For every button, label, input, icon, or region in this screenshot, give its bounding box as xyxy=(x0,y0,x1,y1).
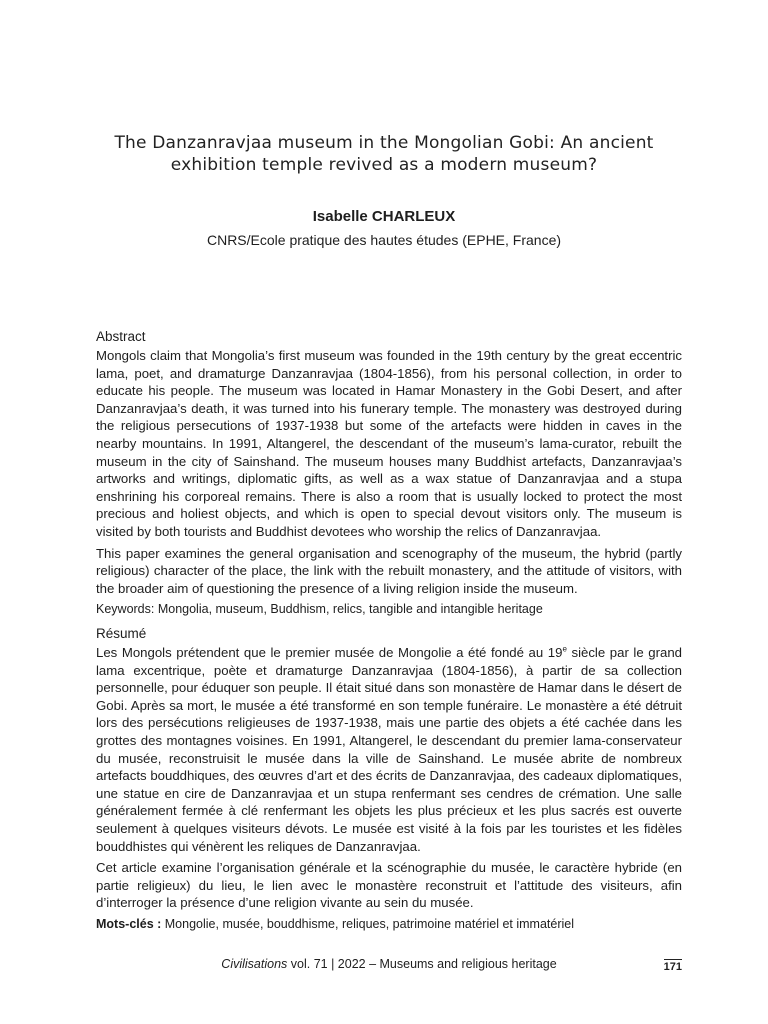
title-line-2: exhibition temple revived as a modern museum? xyxy=(170,155,598,175)
abstract-paragraph-2: This paper examines the general organisation and scenography of the museum, the hybrid (partly religious) character of the place, the link with the rebuilt monastery, and the attitude of visitors, with the broader aim of questioning the presence of a living religion inside the museum. xyxy=(96,545,682,596)
resume-heading: Résumé xyxy=(96,626,147,641)
author-affiliation: CNRS/Ecole pratique des hautes études (EPHE, France) xyxy=(206,232,562,248)
author-name: Isabelle CHARLEUX xyxy=(312,208,456,225)
mots-cles-label: Mots-clés : xyxy=(96,916,162,931)
title-line-1: The Danzanravjaa museum in the Mongolian Gobi: An ancient xyxy=(114,133,654,153)
resume-paragraph-2: Cet article examine l’organisation générale et la scénographie du musée, le caractère hybride (en partie religieux) du lieu, le lien avec le monastère reconstruit et l’attitude des visiteurs, afin d’interroger la présence d’une religion vivante au sein du musée. xyxy=(96,860,682,911)
resume-paragraph-1 xyxy=(96,644,682,855)
keywords-label: Keywords xyxy=(96,602,151,617)
abstract-heading: Abstract xyxy=(96,329,146,344)
abstract-keywords xyxy=(96,601,682,618)
page-footer xyxy=(96,955,682,975)
resume-p1-rest: siècle par le grand lama excentrique, poète et dramaturge Danzanravjaa (1804-1856), à partir de sa collection personnelle, pour éduquer son peuple. Il était situé dans son monastère de Hamar dans le désert de Gobi. Après sa mort, le musée a été transformé en son temple funéraire. Le monastère a été détruit lors des persécutions religieuses de 1937-1938, mais une partie des objets a été cachée dans les grottes des montagnes voisines. En 1991, Altangerel, le descendant du premier lama-conservateur du musée, reconstruisit le musée dans la ville de Sainshand. Le musée abrite de nombreux artefacts bouddhiques, des œuvres d’art et des écrits de Danzanravjaa, des cadeaux diplomatiques, une statue en cire de Danzanravjaa et un stupa renfermant ses cendres de crémation. Une salle généralement fermée à clé renfermant les objets les plus précieux et les plus sacrés est ouverte seulement à quelques visiteurs dévots. Le musée est visité à la fois par les touristes et les fidèles bouddhistes qui vénèrent les reliques de Danzanravjaa. xyxy=(96,645,682,854)
abstract-section xyxy=(96,328,682,618)
keywords-list: : Mongolia, museum, Buddhism, relics, tangible and intangible heritage xyxy=(150,602,543,617)
century-superscript: e xyxy=(562,644,567,654)
resume-section xyxy=(96,625,682,933)
paper-title xyxy=(80,132,688,176)
mots-cles-list: Mongolie, musée, bouddhisme, reliques, patrimoine matériel et immatériel xyxy=(161,916,574,931)
abstract-paragraph-1: Mongols claim that Mongolia’s first museum was founded in the 19th century by the great eccentric lama, poet, and dramaturge Danzanravjaa (1804-1856), from his personal collection, in order to educate his people. The museum was located in Hamar Monastery in the Gobi Desert, and after Danzanravjaa’s death, it was turned into his funerary temple. The monastery was destroyed during the religious persecutions of 1937-1938 but some of the artefacts were hidden in caves in the nearby mountains. In 1991, Altangerel, the descendant of the museum’s lama-curator, rebuilt the museum in the city of Sainshand. The museum houses many Buddhist artefacts, Danzanravjaa’s artworks and writings, diplomatic gifts, as well as a wax statue of Danzanravjaa and a stupa enshrining his corporeal remains. There is also a room that is usually locked to protect the most precious and holiest objects, and which is open to special devout visitors only. The museum is visited by both tourists and Buddhist devotees who worship the relics of Danzanravjaa. xyxy=(96,348,682,539)
resume-keywords xyxy=(96,916,682,933)
journal-volume-info: vol. 71 | 2022 – Museums and religious heritage xyxy=(287,957,557,971)
page-number: 171 xyxy=(663,961,682,973)
resume-p1-start: Les Mongols prétendent que le premier musée de Mongolie a été fondé au 19 xyxy=(96,645,563,660)
journal-name: Civilisations xyxy=(221,957,288,971)
footer-citation xyxy=(96,955,682,973)
